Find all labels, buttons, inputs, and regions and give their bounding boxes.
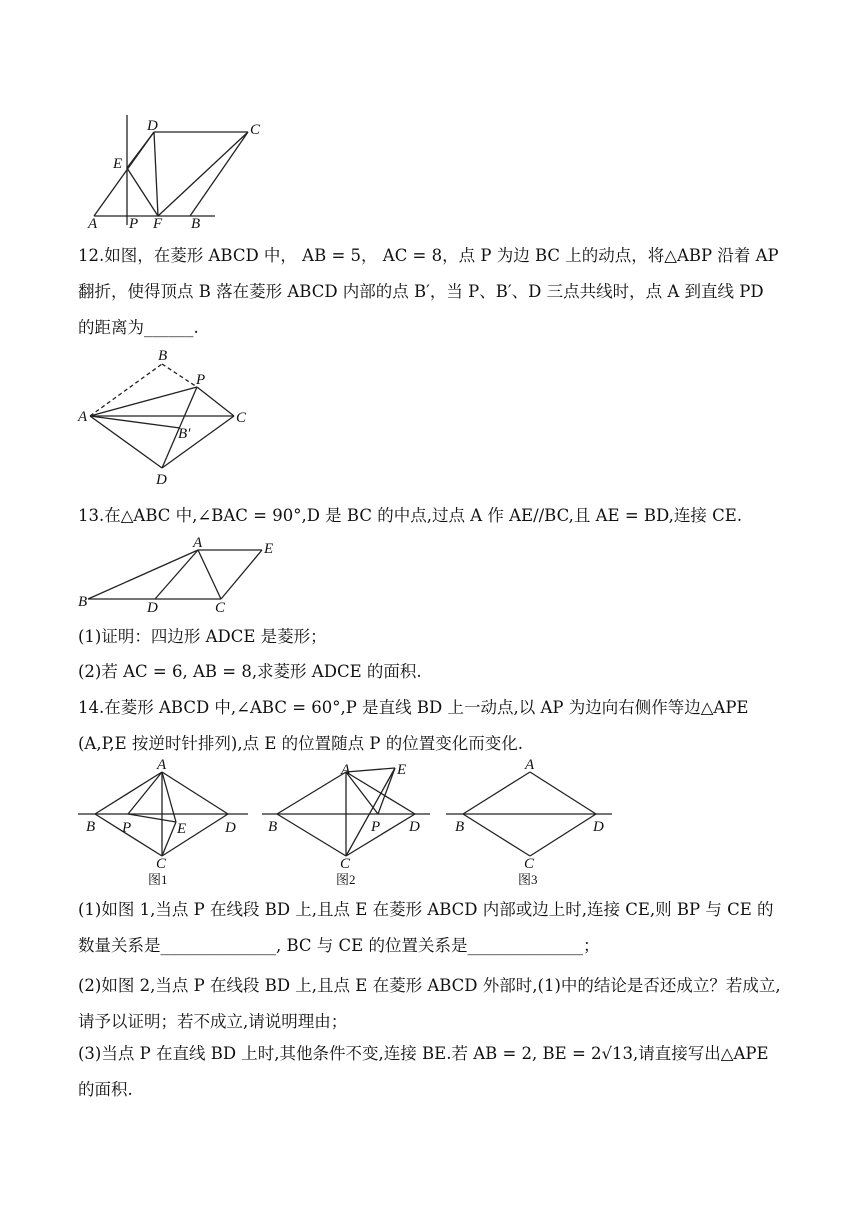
label-E: E <box>177 821 187 837</box>
question-13-part-1: (1)证明：四边形 ADCE 是菱形； <box>78 627 327 646</box>
label-B: B <box>455 819 465 835</box>
caption-figure-3: 图3 <box>518 872 538 887</box>
caption-figure-1: 图1 <box>148 872 168 887</box>
question-14-part-2: (2)如图 2,当点 P 在线段 BD 上,且点 E 在菱形 ABCD 外部时,(1)中的结论是否还成立？若成立,请予以证明；若不成立,请说明理由； <box>78 976 781 1031</box>
question-14-part-3: (3)当点 P 在直线 BD 上时,其他条件不变,连接 BE.若 AB = 2, BE = 2√13,请直接写出△APE 的面积. <box>78 1044 769 1099</box>
label-B-prime: B′ <box>178 426 191 442</box>
label-P: P <box>371 819 381 835</box>
caption-figure-2: 图2 <box>336 872 356 887</box>
question-14-stem: 14.在菱形 ABCD 中,∠ABC = 60°,P 是直线 BD 上一动点,以 AP 为边向右侧作等边△APE (A,P,E 按逆时针排列),点 E 的位置随点 P 的位置变化而变化. <box>78 698 749 753</box>
label-A: A <box>525 757 535 773</box>
question-13-part-2: (2)若 AC = 6, AB = 8,求菱形 ADCE 的面积. <box>78 662 422 681</box>
label-A: A <box>88 216 98 232</box>
label-D: D <box>156 472 167 488</box>
label-D: D <box>409 819 420 835</box>
question-14-part-1: (1)如图 1,当点 P 在线段 BD 上,且点 E 在菱形 ABCD 内部或边上时,连接 CE,则 BP 与 CE 的数量关系是______________, BC 与 CE 的位置关系是______________； <box>78 900 774 955</box>
label-A: A <box>78 409 88 425</box>
label-P: P <box>129 216 139 232</box>
label-D: D <box>225 820 236 836</box>
label-E: E <box>264 541 274 557</box>
label-P: P <box>122 820 132 836</box>
question-12: 12.如图，在菱形 ABCD 中， AB = 5， AC = 8，点 P 为边 BC 上的动点，将△ABP 沿着 AP 翻折，使得顶点 B 落在菱形 ABCD 内部的点 B′，当 P、B′、D 三点共线时，点 A 到直线 PD 的距离为______. <box>78 246 779 337</box>
figure-q14-1 <box>78 757 258 890</box>
label-F: F <box>153 216 163 232</box>
label-E: E <box>397 762 407 778</box>
label-E: E <box>113 156 123 172</box>
label-D: D <box>593 819 604 835</box>
label-B: B <box>86 819 96 835</box>
label-C: C <box>250 122 261 138</box>
label-C: C <box>215 600 226 616</box>
label-A: A <box>193 535 203 551</box>
label-C: C <box>236 410 247 426</box>
figure-q11 <box>80 110 280 230</box>
label-C: C <box>340 856 351 872</box>
label-A: A <box>341 762 351 778</box>
figure-q14-3 <box>446 757 626 890</box>
figure-q14-2 <box>262 760 442 890</box>
label-B: B <box>191 216 201 232</box>
figure-q13 <box>78 536 288 616</box>
label-D: D <box>147 118 158 134</box>
label-C: C <box>156 856 167 872</box>
label-C: C <box>524 856 535 872</box>
label-B: B <box>78 594 88 610</box>
label-P: P <box>196 372 206 388</box>
question-13-stem: 13.在△ABC 中,∠BAC = 90°,D 是 BC 的中点,过点 A 作 AE//BC,且 AE = BD,连接 CE. <box>78 506 743 525</box>
label-B: B <box>158 348 168 364</box>
label-A: A <box>157 757 167 773</box>
label-D: D <box>147 600 158 616</box>
label-B: B <box>268 819 278 835</box>
figure-q12 <box>78 348 258 488</box>
